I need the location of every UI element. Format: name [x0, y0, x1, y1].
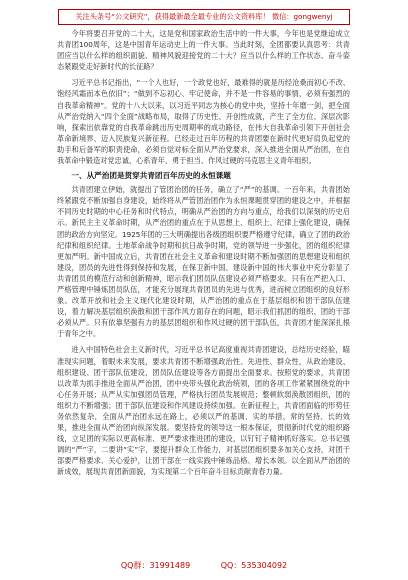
section-heading-1: 一、从严治团是贯穿共青团百年历史的永恒课题	[71, 171, 231, 181]
footer-contact	[0, 559, 408, 573]
header-banner: 关注头条号“公文研究”，获得最新最全最专业的公文资料库！ 微信：gongwenyj	[58, 9, 350, 25]
body-paragraph-4: 进入中国特色社会主义新时代，习近平总书记高度重视共青团建设，总结历史经验，瞄准现实问题，着眼未来发展，要求共青团不断增强政治性、先进性、群众性，从政治建设、组织建设、团干部队伍建设、团员队伍建设等各方面提出全面要求。按照党的要求，共青团以改革为抓手推进全面从严治团，团中央带头强化政治统领，团的各项工作紧紧围绕党的中心任务开展；从严从实加强团员管理，严格执行团员发展规范；整顿软弱涣散团组织，团的组织力不断增强；团干部队伍建设和作风建设持续加强。在新征程上，共青团面临的形势任务依然复杂，全面从严治团永远在路上，必须以严的基调、实的举措、常的坚持、长的效果，推进全面从严治团向纵深发展。要坚持党的领导这一根本保证，贯彻新时代党的组织路线，立足团的实际以更高标准、更严要求推进团的建设，以钉钉子精神抓好落实。总书记强调的“严”字，二要讲“实”字，要提升群众工作能力，对基层团组织要多加关心支持，对团干部要严格要求、关心爱护，让团干部在一线实践中锤炼品格、增长本领。以全面从严治团的新成效，展现共青团新面貌，为实现第二个百年奋斗目标贡献青春力量。	[57, 345, 350, 477]
body-paragraph-3: 共青团建立伊始，就提出了管团治团的任务，确立了“严”的基调。一百年来，共青团始终紧跟党不断加强自身建设，始终将从严管团治团作为永恒课题贯穿团的建设之中，并根据不同历史时期的中心任务和时代特点，明确从严治团的方向与重点，给我们以深刻的历史启示。新民主主义革命时期，从严治团的重点在于从思想上、组织上、纪律上强化建设，确保团的政治方向坚定。1925年团的三大明确提出各级团组织要严格遵守纪律，确立了团的政治纪律和组织纪律。土地革命战争时期和抗日战争时期，党的领导进一步强化，团的组织纪律更加严明。新中国成立后，共青团在社会主义革命和建设时期不断加强团的思想建设和组织建设，团员的先进性得到保持和发展，在保卫新中国、建设新中国的伟大事业中充分彰显了共青团员的模范行动和创新精神，昭示我们团员队伍建设必须严格要求。只有在严把入口、严格管理中锤炼团员队伍，才能充分展现共青团员的先进与优秀，进而树立团组织的良好形象。改革开放和社会主义现代化建设时期，从严治团的重点在于基层组织和团干部队伍建设，着力解决基层组织涣散和团干部作风方面存在的问题，昭示我们抓团的组织、团的干部必须从严。只有依靠坚强有力的基层团组织和作风过硬的团干部队伍，共青团才能深深扎根于青年之中。	[57, 185, 350, 339]
footer-qq-number: QQ：535304092	[220, 561, 288, 570]
intro-paragraph-1: 今年将要召开党的二十大，这是党和国家政治生活中的一件大事，今年也是党继迨成立共青团100周年，这是中国青年运动史上的一件大事。当此时刻，全团都要认真思考：共青团应当以什么样的组织面貌、精神风貌迎接党的二十大？应当以什么样的工作状态、奋斗姿态紧跟党走好新时代的长征路？	[57, 29, 350, 72]
document-body	[57, 28, 350, 556]
intro-paragraph-2: 习近平总书记指出，“一个人也好，一个政党也好，最难得的就是历经沧桑而初心不改、饱经风霜而本色依旧”；“做到不忘初心、牢记使命，并不是一件容易的事情，必须有强烈的自我革命精神”。党的十八大以来，以习近平同志为核心的党中央，坚持十年磨一剑，把全面从严治党纳入“四个全面”战略布局，取得了历史性、开创性成就，产生了全方位、深层次影响，探索出依靠党的自我革命跳出历史周期率的成功路径，在伟大自我革命引领下开创社会革命新境界、迈入民族复兴新征程。已经走过百年历程的共青团要在新时代更好肩负起党的助手和后备军的职责使命，必须自觉对标全面从严治党要求，深入推进全面从严治团，在自我革命中锻造对党忠诚、心系青年、勇于担当、作风过硬的马克思主义青年组织。	[57, 78, 350, 166]
footer-qq-group: QQ群：31991489	[120, 561, 191, 570]
